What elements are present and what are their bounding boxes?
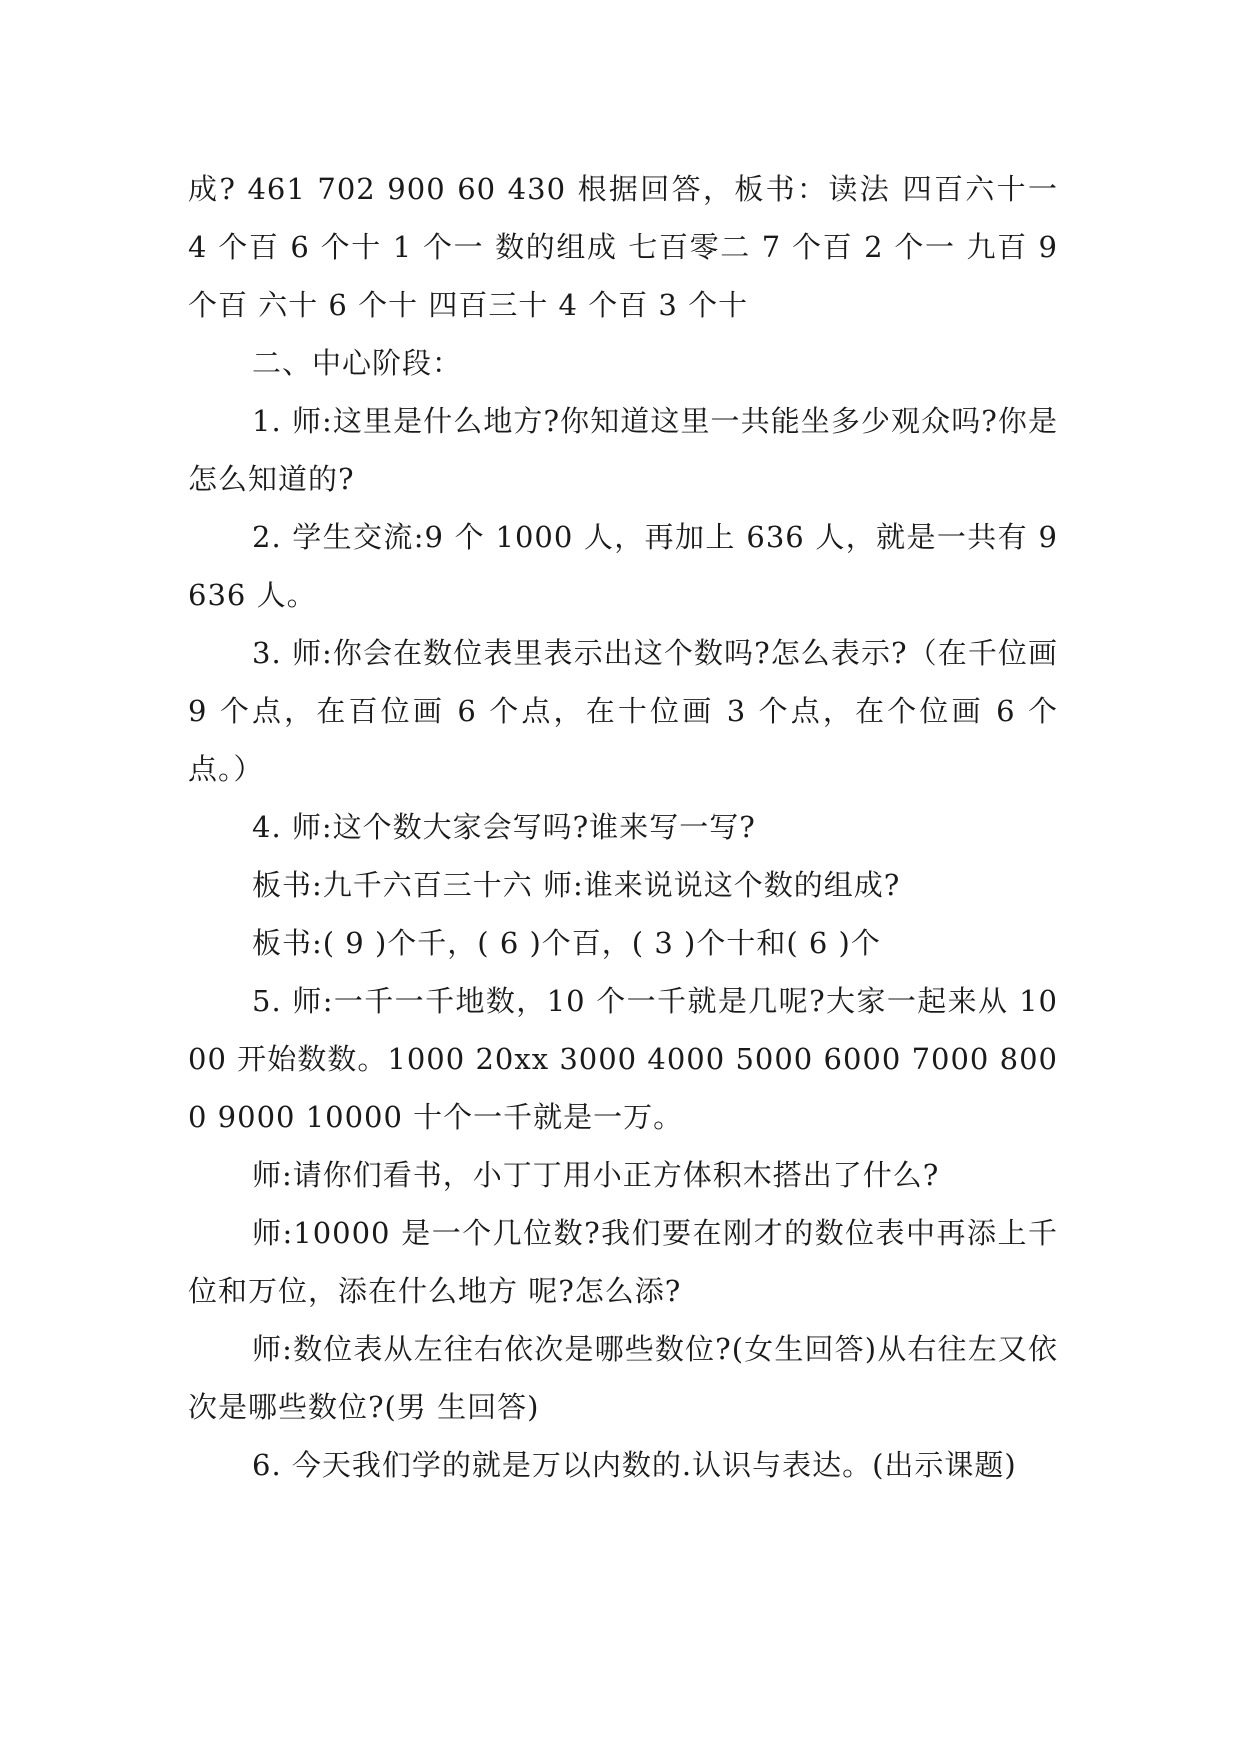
paragraph-step-5: 5. 师:一千一千地数，10 个一千就是几呢?大家一起来从 1000 开始数数。1000 20xx 3000 4000 5000 6000 7000 8000 9000 10000 十个一千就是一万。 xyxy=(188,984,1058,1134)
paragraph-teacher-place-values: 师:数位表从左往右依次是哪些数位?(女生回答)从右往左又依次是哪些数位?(男 生回答) xyxy=(188,1332,1058,1424)
paragraph-step-1: 1. 师:这里是什么地方?你知道这里一共能坐多少观众吗?你是怎么知道的? xyxy=(188,404,1058,496)
paragraph-board-writing-1: 板书:九千六百三十六 师:谁来说说这个数的组成? xyxy=(252,868,901,902)
paragraph-teacher-10000: 师:10000 是一个几位数?我们要在刚才的数位表中再添上千位和万位，添在什么地方 呢?怎么添? xyxy=(188,1216,1058,1308)
paragraph-reading-composition: 成? 461 702 900 60 430 根据回答，板书：读法 四百六十一 4 个百 6 个十 1 个一 数的组成 七百零二 7 个百 2 个一 九百 9 个百 六十 6 个十 四百三十 4 个百 3 个十 xyxy=(188,172,1058,322)
paragraph-step-2: 2. 学生交流:9 个 1000 人，再加上 636 人，就是一共有 9636 人。 xyxy=(188,520,1058,612)
paragraph-teacher-book: 师:请你们看书，小丁丁用小正方体积木搭出了什么? xyxy=(252,1158,940,1192)
paragraph-board-writing-2: 板书:( 9 )个千，( 6 )个百，( 3 )个十和( 6 )个 xyxy=(252,926,881,960)
paragraph-step-6: 6. 今天我们学的就是万以内数的.认识与表达。(出示课题) xyxy=(252,1448,1017,1482)
paragraph-step-4: 4. 师:这个数大家会写吗?谁来写一写? xyxy=(252,810,756,844)
document-page xyxy=(188,160,1058,1494)
paragraph-step-3: 3. 师:你会在数位表里表示出这个数吗?怎么表示?（在千位画 9 个点，在百位画 6 个点，在十位画 3 个点，在个位画 6 个点。） xyxy=(188,636,1058,786)
section-heading-center-stage: 二、中心阶段： xyxy=(252,346,463,380)
